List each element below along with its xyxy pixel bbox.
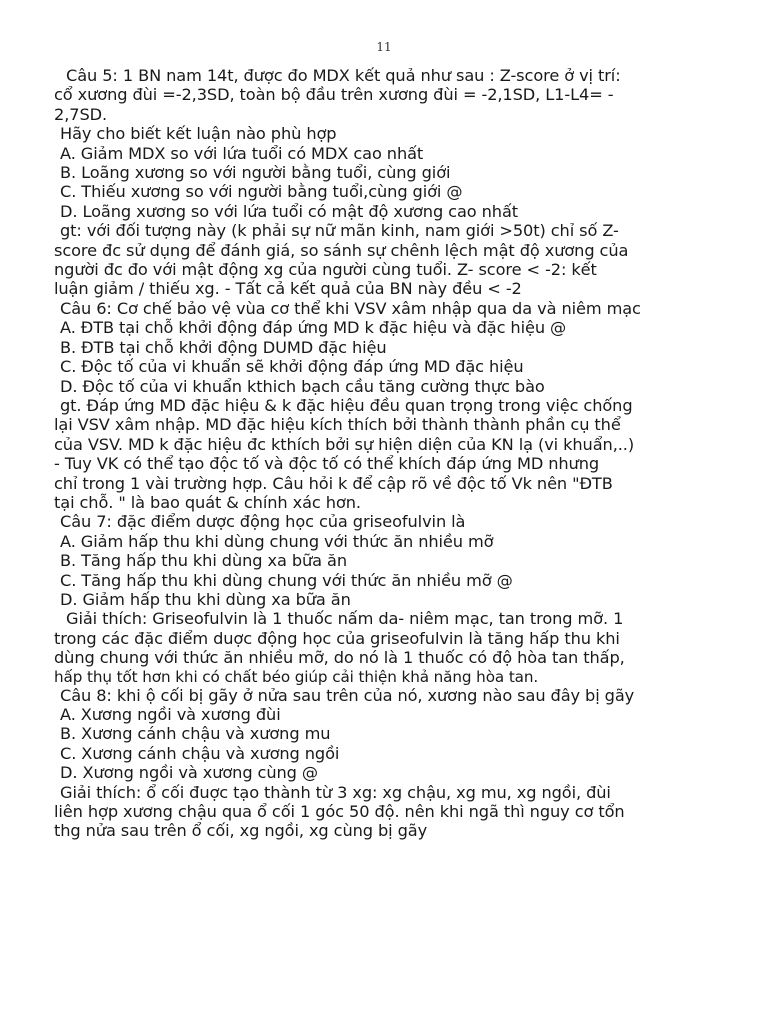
- answer-option: B. Tăng hấp thu khi dùng xa bữa ăn: [60, 551, 348, 571]
- question-stem-line: cổ xương đùi =-2,3SD, toàn bộ đầu trên xương đùi = -2,1SD, L1-L4= -: [54, 85, 614, 105]
- question-stem-line: 2,7SD.: [54, 104, 108, 124]
- answer-option: C. Độc tố của vi khuẩn sẽ khởi động đáp ứng MD đặc hiệu: [60, 357, 524, 377]
- answer-option: D. Độc tố của vi khuẩn kthich bạch cầu tăng cường thực bào: [60, 376, 545, 396]
- question-7: [54, 512, 724, 685]
- answer-option: C. Xương cánh chậu và xương ngồi: [60, 743, 340, 763]
- explanation-line: gt. Đáp ứng MD đặc hiệu & k đặc hiệu đều quan trọng trong việc chống: [60, 395, 633, 415]
- document-body: [54, 66, 724, 841]
- answer-option-correct: C. Tăng hấp thu khi dùng chung với thức ăn nhiều mỡ @: [60, 570, 513, 590]
- answer-option-correct: D. Xương ngồi và xương cùng @: [60, 763, 318, 783]
- explanation-line: người đc đo với mật động xg của người cùng tuổi. Z- score < -2: kết: [54, 260, 597, 280]
- explanation-line: gt: với đối tượng này (k phải sự nữ mãn kinh, nam giới >50t) chỉ số Z-: [60, 221, 619, 241]
- answer-option: B. Xương cánh chậu và xương mu: [60, 724, 331, 744]
- answer-option: D. Giảm hấp thu khi dùng xa bữa ăn: [60, 589, 351, 609]
- answer-option: B. Loãng xương so với người bằng tuổi, cùng giới: [60, 163, 451, 183]
- explanation-line: dùng chung với thức ăn nhiều mỡ, do nó là 1 thuốc có độ hòa tan thấp,: [54, 648, 625, 668]
- explanation-line: lại VSV xâm nhập. MD đặc hiệu kích thích bởi thành thành phần cụ thể: [54, 415, 621, 435]
- answer-option: D. Loãng xương so với lứa tuổi có mật độ xương cao nhất: [60, 201, 519, 221]
- explanation-line: hấp thụ tốt hơn khi có chất béo giúp cải thiện khả năng hòa tan.: [54, 667, 539, 686]
- page-number: 11: [376, 40, 392, 54]
- question-6: [54, 299, 724, 512]
- explanation-line: - Tuy VK có thể tạo độc tố và độc tố có thể khích đáp ứng MD nhưng: [54, 454, 600, 474]
- answer-option-correct: A. ĐTB tại chỗ khởi động đáp ứng MD k đặc hiệu và đặc hiệu @: [60, 318, 567, 338]
- explanation-line: chỉ trong 1 vài trường hợp. Câu hỏi k để cập rõ về độc tố Vk nên "ĐTB: [54, 473, 613, 493]
- question-stem-line: Câu 5: 1 BN nam 14t, được đo MDX kết quả như sau : Z-score ở vị trí:: [66, 66, 621, 85]
- question-8: [54, 686, 724, 841]
- answer-option: A. Giảm MDX so với lứa tuổi có MDX cao nhất: [60, 143, 424, 163]
- explanation-line: trong các đặc điểm duợc động học của griseofulvin là tăng hấp thu khi: [54, 628, 620, 648]
- explanation-line: tại chỗ. " là bao quát & chính xác hơn.: [54, 492, 361, 512]
- explanation-line: thg nửa sau trên ổ cối, xg ngồi, xg cùng bị gãy: [54, 821, 428, 841]
- answer-option: A. Giảm hấp thu khi dùng chung với thức ăn nhiều mỡ: [60, 531, 494, 551]
- explanation-line: score đc sử dụng để đánh giá, so sánh sự chênh lệch mật độ xương của: [54, 240, 629, 260]
- answer-option: B. ĐTB tại chỗ khởi động DUMD đặc hiệu: [60, 337, 387, 357]
- question-prompt: Hãy cho biết kết luận nào phù hợp: [60, 124, 337, 144]
- explanation-line: Giải thích: ổ cối đuợc tạo thành từ 3 xg: xg chậu, xg mu, xg ngồi, đùi: [60, 782, 611, 802]
- explanation-line: luận giảm / thiếu xg. - Tất cả kết quả của BN này đều < -2: [54, 279, 522, 299]
- answer-option: A. Xương ngồi và xương đùi: [60, 705, 281, 724]
- question-5: [54, 66, 724, 299]
- question-stem: Câu 7: đặc điểm dược động học của griseofulvin là: [60, 512, 466, 532]
- question-stem: Câu 8: khi ộ cối bị gãy ở nửa sau trên của nó, xương nào sau đây bị gãy: [60, 685, 635, 705]
- answer-option-correct: C. Thiếu xương so với người bằng tuổi,cùng giới @: [60, 182, 463, 202]
- question-stem: Câu 6: Cơ chế bảo vệ vùa cơ thể khi VSV xâm nhập qua da và niêm mạc: [60, 298, 641, 318]
- explanation-line: Giải thích: Griseofulvin là 1 thuốc nấm da- niêm mạc, tan trong mỡ. 1: [66, 609, 624, 629]
- explanation-line: liên hợp xương chậu qua ổ cối 1 góc 50 độ. nên khi ngã thì nguy cơ tổn: [54, 802, 625, 822]
- explanation-line: của VSV. MD k đặc hiệu đc kthích bởi sự hiện diện của KN lạ (vi khuẩn,..): [54, 434, 635, 454]
